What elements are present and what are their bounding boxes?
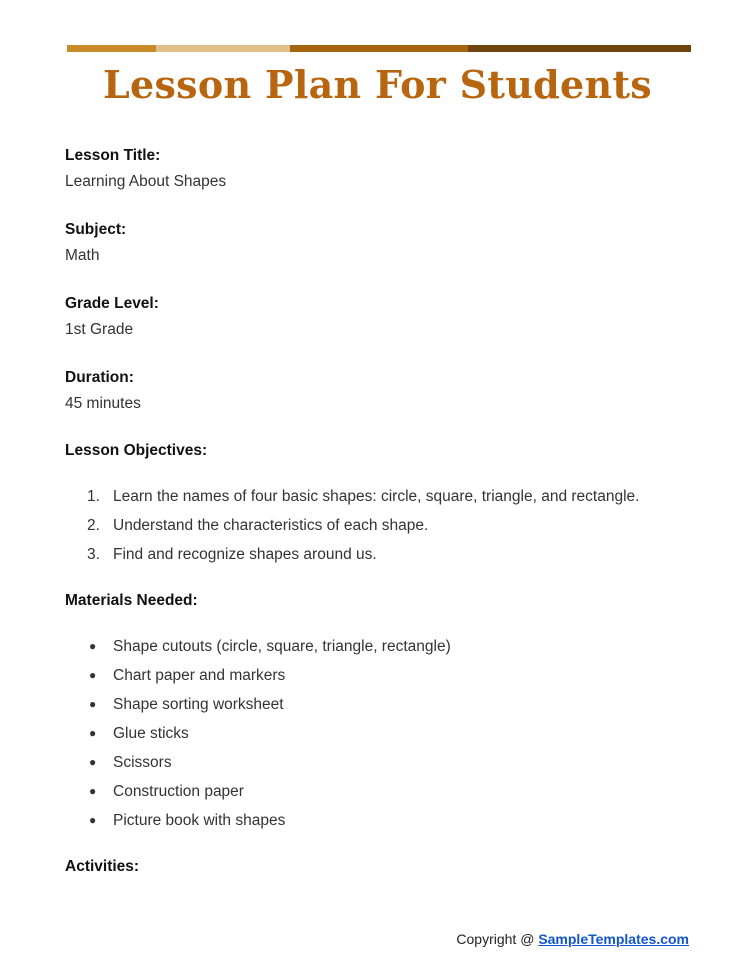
objectives-list — [65, 482, 705, 569]
document-body — [65, 143, 705, 880]
list-item — [65, 690, 705, 719]
bullet-icon: ● — [89, 813, 97, 827]
bullet-icon: ● — [89, 755, 97, 769]
list-item-text: Find and recognize shapes around us. — [113, 546, 377, 563]
list-item — [65, 540, 705, 569]
list-item-text: Understand the characteristics of each shape. — [113, 517, 429, 534]
color-bar-segment-4 — [468, 45, 691, 52]
list-item — [65, 511, 705, 540]
field-value: 45 minutes — [65, 395, 141, 412]
copyright-text: Copyright @ — [456, 931, 539, 947]
field-lesson-title — [65, 143, 705, 195]
list-item-text: Shape sorting worksheet — [113, 696, 284, 713]
copyright-footer — [456, 929, 689, 949]
field-duration — [65, 365, 705, 417]
color-bar-segment-3 — [290, 45, 468, 52]
bullet-icon: ● — [89, 668, 97, 682]
section-heading: Materials Needed: — [65, 592, 198, 609]
list-number: 1. — [87, 488, 100, 505]
field-grade-level — [65, 291, 705, 343]
list-item — [65, 719, 705, 748]
list-number: 3. — [87, 546, 100, 563]
bullet-icon: ● — [89, 697, 97, 711]
color-bar-segment-1 — [67, 45, 156, 52]
field-label: Lesson Title: — [65, 147, 161, 164]
list-item-text: Learn the names of four basic shapes: circle, square, triangle, and rectangle. — [113, 488, 640, 505]
sampletemplates-link[interactable]: SampleTemplates.com — [538, 931, 689, 947]
section-heading: Lesson Objectives: — [65, 442, 208, 459]
list-item — [65, 661, 705, 690]
list-item-text: Picture book with shapes — [113, 812, 286, 829]
field-label: Grade Level: — [65, 295, 159, 312]
list-item — [65, 806, 705, 835]
list-item-text: Shape cutouts (circle, square, triangle, rectangle) — [113, 638, 451, 655]
list-item — [65, 777, 705, 806]
list-item — [65, 748, 705, 777]
list-number: 2. — [87, 517, 100, 534]
bullet-icon: ● — [89, 784, 97, 798]
bullet-icon: ● — [89, 726, 97, 740]
list-item-text: Construction paper — [113, 783, 244, 800]
list-item-text: Scissors — [113, 754, 172, 771]
field-value: Math — [65, 247, 100, 264]
materials-list — [65, 632, 705, 835]
field-label: Duration: — [65, 369, 134, 386]
list-item-text: Chart paper and markers — [113, 667, 286, 684]
page-title: Lesson Plan For Students — [102, 62, 652, 107]
color-bar-segment-2 — [156, 45, 290, 52]
decorative-color-bar — [67, 45, 691, 52]
field-value: 1st Grade — [65, 321, 134, 338]
field-subject — [65, 217, 705, 269]
lesson-objectives-section — [65, 438, 705, 569]
bullet-icon: ● — [89, 639, 97, 653]
field-label: Subject: — [65, 221, 127, 238]
list-item — [65, 632, 705, 661]
materials-section — [65, 588, 705, 835]
list-item-text: Glue sticks — [113, 725, 189, 742]
activities-heading: Activities: — [65, 858, 140, 875]
list-item — [65, 482, 705, 511]
field-value: Learning About Shapes — [65, 173, 227, 190]
